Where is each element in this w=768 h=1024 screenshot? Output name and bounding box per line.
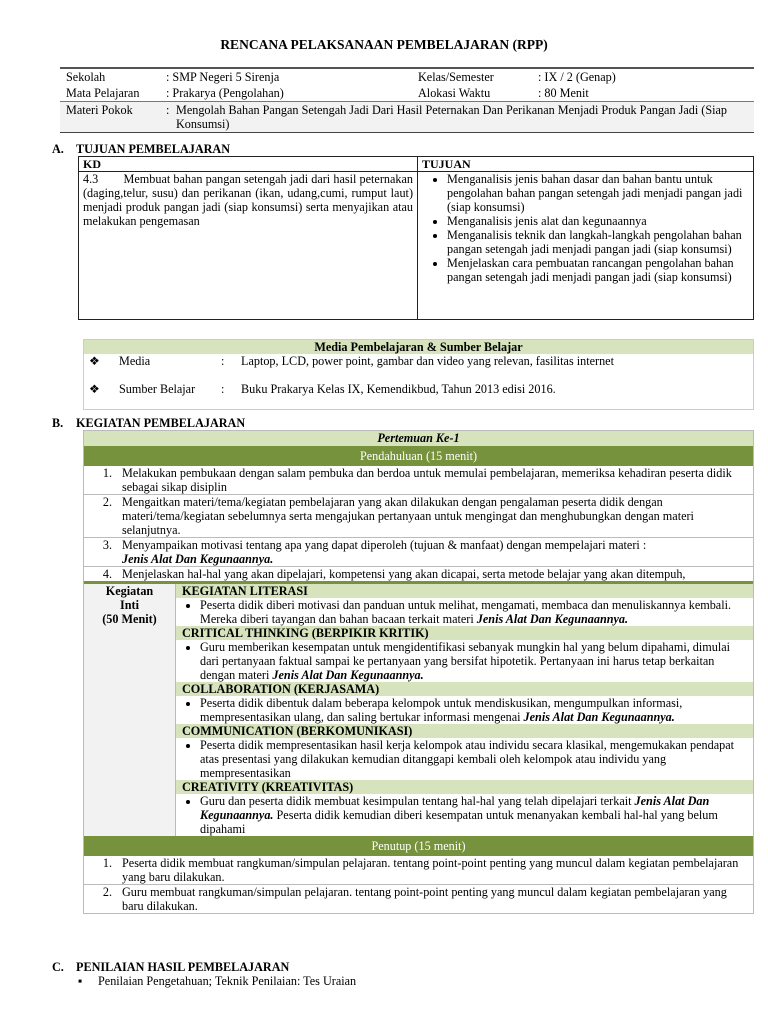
penutup-num: 1. <box>102 856 112 870</box>
section-c-letter: C. <box>52 960 64 974</box>
section-a-title: TUJUAN PEMBELAJARAN <box>76 142 231 156</box>
media-table <box>83 339 754 410</box>
identity-table <box>60 67 754 133</box>
kelas-value: : IX / 2 (Genap) <box>532 68 754 85</box>
inti-label-line: (50 Menit) <box>102 612 157 626</box>
sekolah-label: Sekolah <box>60 68 160 85</box>
penilaian-text: Penilaian Pengetahuan; Teknik Penilaian: Tes Uraian <box>98 974 357 988</box>
penutup-text: Peserta didik membuat rangkuman/simpulan pelajaran. tentang point-point penting yang muncul dalam kegiatan pembelajaran yang baru dilakukan. <box>122 856 739 884</box>
section-c-title: PENILAIAN HASIL PEMBELAJARAN <box>76 960 290 974</box>
pendahuluan-text: Melakukan pembukaan dengan salam pembuka dan berdoa untuk memulai pembelajaran, memeriksa kehadiran peserta didik sebagai sikap disiplin <box>122 466 732 494</box>
pendahuluan-text: Mengaitkan materi/tema/kegiatan pembelajaran yang akan dilakukan dengan pengalaman peserta didik dengan materi/tema/kegiatan sebelumnya serta mengajukan pertanyaan untuk mengingat dan menghubungkan dengan materi selanjutnya. <box>122 495 694 537</box>
penutup-text: Guru membuat rangkuman/simpulan pelajaran. tentang point-point penting yang muncul dalam kegiatan pembelajaran yang baru dilakukan. <box>122 885 727 913</box>
inti-item: • Guru memberikan kesempatan untuk mengidentifikasi sebanyak mungkin hal yang belum dipahami, dimulai dari pertanyaan faktual sampai ke pertanyaan yang bersifat hipotetik. Pertanyaan ini harus tetap berkaitan dengan materi Jenis Alat Dan Kegunaannya. <box>200 640 749 682</box>
tujuan-list <box>422 172 749 284</box>
inti-subheading: COLLABORATION (KERJASAMA) <box>176 682 754 696</box>
inti-subheading: CREATIVITY (KREATIVITAS) <box>176 780 754 794</box>
media-bullet-icon: ❖ <box>89 354 100 368</box>
media-value: Laptop, LCD, power point, gambar dan video yang relevan, fasilitas internet <box>241 354 614 368</box>
alokasi-label: Alokasi Waktu <box>412 85 532 102</box>
inti-subheading: COMMUNICATION (BERKOMUNIKASI) <box>176 724 754 738</box>
inti-label-line: Kegiatan <box>105 584 154 598</box>
kd-header: KD <box>79 157 418 172</box>
tujuan-item: • Menjelaskan cara pembuatan rancangan pengolahan bahan pangan setengah jadi menjadi pangan jadi (siap konsumsi) <box>447 256 749 284</box>
section-c-heading <box>52 960 289 974</box>
sumber-value: Buku Prakarya Kelas IX, Kemendikbud, Tahun 2013 edisi 2016. <box>241 382 556 396</box>
sumber-colon: : <box>221 382 225 396</box>
tujuan-item: • Menganalisis jenis bahan dasar dan bahan bantu untuk pengolahan bahan pangan setengah jadi menjadi pangan jadi (siap konsumsi) <box>447 172 749 214</box>
penutup-title: Penutup (15 menit) <box>84 836 754 856</box>
kd-text: 4.3 Membuat bahan pangan setengah jadi dari hasil peternakan (daging,telur, susu) dan perikanan (ikan, udang,cumi, rumput laut) menjadi produk pangan jadi (siap konsumsi) serta menyajikan atau melakukan pengemasan <box>79 172 418 320</box>
inti-label-line: Inti <box>120 598 139 612</box>
section-b-title: KEGIATAN PEMBELAJARAN <box>76 416 246 430</box>
tujuan-header: TUJUAN <box>418 157 754 172</box>
section-b-letter: B. <box>52 416 64 430</box>
pendahuluan-num: 2. <box>102 495 112 509</box>
materi-colon: : <box>166 103 170 117</box>
sumber-label: Sumber Belajar <box>119 382 196 396</box>
pendahuluan-text: Menjelaskan hal-hal yang akan dipelajari, kompetensi yang akan dicapai, serta metode belajar yang akan ditempuh, <box>122 567 686 581</box>
tujuan-item: • Menganalisis jenis alat dan kegunaannya <box>447 214 749 228</box>
materi-value: Mengolah Bahan Pangan Setengah Jadi Dari Hasil Peternakan Dan Perikanan Menjadi Produk Pangan Jadi (Siap Konsumsi) <box>176 103 728 131</box>
square-bullet-icon: ▪ <box>78 974 83 988</box>
sumber-bullet-icon: ❖ <box>89 382 100 396</box>
penilaian-item <box>78 974 356 988</box>
media-label: Media <box>119 354 151 368</box>
pendahuluan-text: Menyampaikan motivasi tentang apa yang dapat diperoleh (tujuan & manfaat) dengan mempelajari materi : <box>122 538 647 552</box>
inti-item: • Peserta didik dibentuk dalam beberapa kelompok untuk mendiskusikan, mengumpulkan informasi, mempresentasikan ulang, dan saling bertukar informasi mengenai Jenis Alat Dan Kegunaannya. <box>200 696 749 724</box>
pendahuluan-title: Pendahuluan (15 menit) <box>84 446 754 466</box>
section-b-heading <box>52 416 245 430</box>
document-title: RENCANA PELAKSANAAN PEMBELAJARAN (RPP) <box>220 37 548 52</box>
sekolah-value: : SMP Negeri 5 Sirenja <box>160 68 412 85</box>
alokasi-value: : 80 Menit <box>532 85 754 102</box>
kegiatan-inti-label <box>84 584 176 836</box>
media-colon: : <box>221 354 225 368</box>
mapel-value: : Prakarya (Pengolahan) <box>160 85 412 102</box>
inti-item: • Peserta didik mempresentasikan hasil kerja kelompok atau individu secara klasikal, mengemukakan pendapat atas presentasi yang dilakukan kemudian ditanggapi kembali oleh kelompok atau individu yang mempresentasikan <box>200 738 749 780</box>
kegiatan-table <box>83 430 754 914</box>
pendahuluan-emph: Jenis Alat Dan Kegunaannya. <box>122 552 274 566</box>
pendahuluan-num: 1. <box>102 466 112 480</box>
mapel-label: Mata Pelajaran <box>60 85 160 102</box>
section-a-letter: A. <box>52 142 64 156</box>
inti-item: • Peserta didik diberi motivasi dan panduan untuk melihat, mengamati, membaca dan menuliskannya kembali. Mereka diberi tayangan dan bahan bacaan terkait materi Jenis Alat Dan Kegunaannya. <box>200 598 749 626</box>
inti-item: • Guru dan peserta didik membuat kesimpulan tentang hal-hal yang telah dipelajari terkait Jenis Alat Dan Kegunaannya. Peserta didik kemudian diberi kesempatan untuk menanyakan kembali hal-hal yang belum dipahami <box>200 794 749 836</box>
kd-tujuan-table <box>78 156 754 320</box>
penutup-num: 2. <box>102 885 112 899</box>
section-a-heading <box>52 142 230 156</box>
pendahuluan-num: 3. <box>102 538 112 552</box>
materi-label: Materi Pokok <box>60 102 160 133</box>
tujuan-item: • Menganalisis teknik dan langkah-langkah pengolahan bahan pangan setengah jadi menjadi pangan jadi (siap konsumsi) <box>447 228 749 256</box>
media-header: Media Pembelajaran & Sumber Belajar <box>84 340 754 355</box>
pertemuan-title: Pertemuan Ke-1 <box>84 431 754 447</box>
inti-subheading: KEGIATAN LITERASI <box>176 584 754 598</box>
pendahuluan-num: 4. <box>102 567 112 581</box>
inti-subheading: CRITICAL THINKING (BERPIKIR KRITIK) <box>176 626 754 640</box>
kelas-label: Kelas/Semester <box>412 68 532 85</box>
